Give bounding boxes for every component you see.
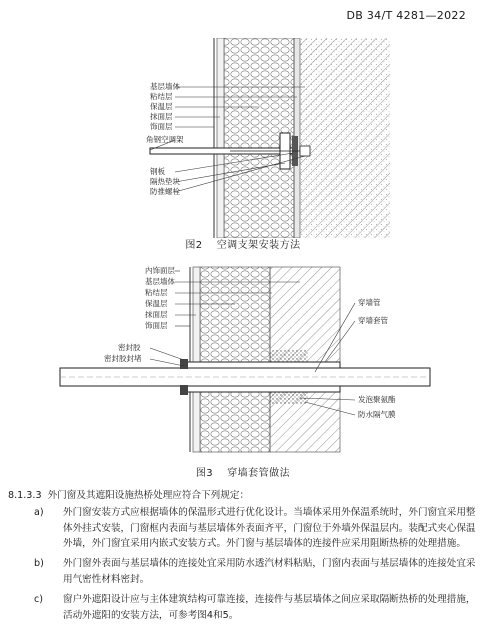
- figure-2-number: 图2: [185, 240, 203, 251]
- fig3-label-pu-foam: 发泡聚氨酯: [358, 395, 396, 404]
- clause-item-a: [8, 505, 478, 552]
- clause-item-c: [8, 592, 478, 624]
- fig3-label-pipe: 穿墙管: [358, 298, 381, 307]
- fig3-label-base-wall: 基层墙体: [145, 277, 175, 286]
- clause-body: [8, 488, 478, 627]
- fig2-label-render: 抹面层: [150, 112, 173, 121]
- figure-3-title: 穿墙套管做法: [227, 468, 291, 479]
- fig3-label-insulation: 保温层: [145, 299, 168, 308]
- clause-number: 8.1.3.3: [8, 490, 42, 501]
- clause-item-a-marker: a): [34, 506, 44, 518]
- fig2-label-bolt: 防推螺栓: [150, 187, 180, 196]
- figure-2-drawing: [0, 38, 486, 238]
- fig3-label-inner-finish: 内饰面层: [145, 266, 175, 275]
- anchor-bolt: [300, 146, 310, 156]
- standard-code: DB 34/T 4281—2022: [346, 9, 466, 22]
- clause-item-c-marker: c): [34, 593, 44, 605]
- fig3-label-sealant: 密封胶: [118, 343, 141, 352]
- fig2-label-steel-plate: 钢板: [150, 167, 165, 176]
- fig3-label-sleeve: 穿墙套管: [358, 316, 388, 325]
- pu-foam-top: [270, 350, 308, 362]
- clause-item-a-text: 外门窗安装方式应根据墙体的保温形式进行优化设计。当墙体采用外保温系统时，外门窗宜采用整体外挂式安装，门窗框内表面与基层墙体外表面齐平，门窗位于外墙外保温层内。装配式夹心保温外墙，外门窗宜采用内嵌式安装方式。外门窗与基层墙体的连接件应采用阻断热桥的处理措施。: [63, 506, 476, 550]
- fig2-label-insulation: 保温层: [150, 102, 173, 111]
- fig3-label-membrane: 防水隔气膜: [358, 410, 396, 419]
- fig2-label-adhesive: 粘结层: [150, 92, 173, 101]
- figure-3-number: 图3: [195, 468, 214, 479]
- figure-2-title: 空调支架安装方法: [216, 240, 301, 251]
- clause-item-b-text: 外门窗外表面与基层墙体的连接处宜采用防水透汽材料粘贴，门窗内表面与基层墙体的连接处宜采用气密性材料密封。: [63, 558, 476, 585]
- figure-3-drawing: [0, 262, 486, 457]
- sealant: [180, 359, 188, 369]
- clause-heading-text: 外门窗及其遮阳设施热桥处理应符合下列规定：: [47, 490, 250, 501]
- fig3-label-sealant-plug: 密封胶封堵: [104, 354, 142, 363]
- fig2-label-bracket: 角钢空调架: [146, 135, 184, 144]
- clause-item-b-marker: b): [34, 558, 44, 570]
- fig2-label-finish: 饰面层: [150, 122, 173, 131]
- fig3-label-render: 抹面层: [145, 310, 168, 319]
- clause-heading: [8, 488, 478, 504]
- clause-item-b: [8, 556, 478, 588]
- fig3-label-finish: 饰面层: [145, 321, 168, 330]
- figure-2-caption: [0, 236, 486, 251]
- clause-item-c-text: 窗户外遮阳设计应与主体建筑结构可靠连接，连接件与基层墙体之间应采取隔断热桥的处理措施，活动外遮阳的安装方法，可参考图4和5。: [63, 593, 476, 621]
- fig2-label-base-wall: 基层墙体: [150, 82, 180, 91]
- fig3-label-adhesive: 粘结层: [145, 288, 168, 297]
- fig2-label-thermal-pad: 隔热垫块: [150, 177, 180, 186]
- figure-3-caption: [0, 464, 486, 479]
- render-layer: [217, 38, 224, 238]
